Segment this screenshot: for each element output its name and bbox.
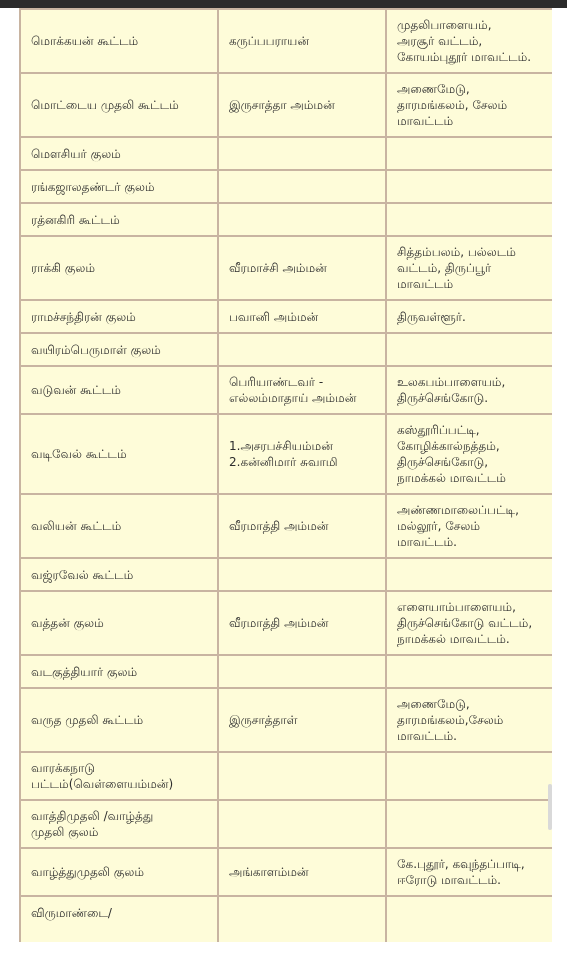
clan-name-cell: ரத்னகிரி கூட்டம் — [20, 203, 218, 236]
place-cell: எளையாம்பாளையம், திருச்செங்கோடு வட்டம், நாமக்கல் மாவட்டம். — [386, 591, 552, 655]
table-row — [20, 414, 552, 494]
table-row — [20, 848, 552, 896]
place-cell — [386, 558, 552, 591]
table-row — [20, 333, 552, 366]
table-row — [20, 494, 552, 558]
clan-name-cell: வலியன் கூட்டம் — [20, 494, 218, 558]
place-cell — [386, 170, 552, 203]
place-cell — [386, 137, 552, 170]
deity-cell — [218, 333, 386, 366]
place-cell — [386, 203, 552, 236]
deity-cell: வீரமாத்தி அம்மன் — [218, 494, 386, 558]
clan-table-container[interactable] — [19, 8, 552, 942]
deity-cell: 1.அசரபச்சியம்மன் 2.கன்னிமார் சுவாமி — [218, 414, 386, 494]
clan-name-cell: வத்தன் குலம் — [20, 591, 218, 655]
scrollbar-thumb[interactable] — [548, 784, 552, 830]
table-row — [20, 752, 552, 800]
table-row — [20, 896, 552, 942]
table-row — [20, 137, 552, 170]
table-row — [20, 9, 552, 73]
deity-cell — [218, 896, 386, 942]
table-row — [20, 203, 552, 236]
deity-cell: பெரியாண்டவர் - எல்லம்மாதாய் அம்மன் — [218, 366, 386, 414]
place-cell: கஸ்தூரிப்பட்டி, கோழிக்கால்நத்தம், திருச்செங்கோடு, நாமக்கல் மாவட்டம் — [386, 414, 552, 494]
deity-cell: வீரமாச்சி அம்மன் — [218, 236, 386, 300]
place-cell: கே.புதூர், கவுந்தப்பாடி, ஈரோடு மாவட்டம். — [386, 848, 552, 896]
deity-cell: கருப்பபராயன் — [218, 9, 386, 73]
place-cell: சித்தம்பலம், பல்லடம் வட்டம், திருப்பூர் மாவட்டம் — [386, 236, 552, 300]
table-row — [20, 558, 552, 591]
table-row — [20, 688, 552, 752]
place-cell — [386, 655, 552, 688]
clan-table — [19, 8, 552, 942]
clan-name-cell: ராமச்சந்திரன் குலம் — [20, 300, 218, 333]
clan-name-cell: மொக்கயன் கூட்டம் — [20, 9, 218, 73]
clan-name-cell: வாத்திமுதலி /வாழ்த்து முதலி குலம் — [20, 800, 218, 848]
table-row — [20, 655, 552, 688]
clan-name-cell: வடகுத்தியார் குலம் — [20, 655, 218, 688]
deity-cell — [218, 752, 386, 800]
table-row — [20, 236, 552, 300]
place-cell — [386, 896, 552, 942]
place-cell: அணைமேடு, தாரமங்கலம், சேலம் மாவட்டம் — [386, 73, 552, 137]
deity-cell — [218, 170, 386, 203]
table-row — [20, 366, 552, 414]
place-cell: திருவள்ளூர். — [386, 300, 552, 333]
place-cell: உலகபம்பாளையம், திருச்செங்கோடு. — [386, 366, 552, 414]
clan-name-cell: வடுவன் கூட்டம் — [20, 366, 218, 414]
deity-cell: இருசாத்தாள் — [218, 688, 386, 752]
clan-name-cell: ராக்கி குலம் — [20, 236, 218, 300]
clan-name-cell: வருத முதலி கூட்டம் — [20, 688, 218, 752]
table-row — [20, 300, 552, 333]
deity-cell — [218, 655, 386, 688]
deity-cell: இருசாத்தா அம்மன் — [218, 73, 386, 137]
table-row — [20, 170, 552, 203]
clan-name-cell: வாழ்த்துமுதலி குலம் — [20, 848, 218, 896]
deity-cell: வீரமாத்தி அம்மன் — [218, 591, 386, 655]
deity-cell — [218, 558, 386, 591]
clan-name-cell: ரங்கஜாலதண்டர் குலம் — [20, 170, 218, 203]
top-status-bar — [0, 0, 567, 8]
place-cell: அண்ணமாலைப்பட்டி, மல்லூர், சேலம் மாவட்டம். — [386, 494, 552, 558]
deity-cell — [218, 800, 386, 848]
table-row — [20, 800, 552, 848]
deity-cell: பவானி அம்மன் — [218, 300, 386, 333]
clan-name-cell: வடிவேல் கூட்டம் — [20, 414, 218, 494]
clan-name-cell: வாரக்கநாடு பட்டம்(வெள்ளையம்மன்) — [20, 752, 218, 800]
place-cell — [386, 800, 552, 848]
clan-name-cell: வயிரம்பெருமாள் குலம் — [20, 333, 218, 366]
clan-name-cell: மௌசியர் குலம் — [20, 137, 218, 170]
deity-cell: அங்காளம்மன் — [218, 848, 386, 896]
clan-name-cell: வஜ்ரவேல் கூட்டம் — [20, 558, 218, 591]
deity-cell — [218, 203, 386, 236]
place-cell — [386, 752, 552, 800]
deity-cell — [218, 137, 386, 170]
place-cell: அணைமேடு, தாரமங்கலம்,சேலம் மாவட்டம். — [386, 688, 552, 752]
clan-name-cell: விருமாண்டை/ — [20, 896, 218, 942]
clan-name-cell: மொட்டைய முதலி கூட்டம் — [20, 73, 218, 137]
place-cell: முதலிபாளையம், அரசூர் வட்டம், கோயம்புதூர் மாவட்டம். — [386, 9, 552, 73]
table-row — [20, 73, 552, 137]
table-row — [20, 591, 552, 655]
place-cell — [386, 333, 552, 366]
